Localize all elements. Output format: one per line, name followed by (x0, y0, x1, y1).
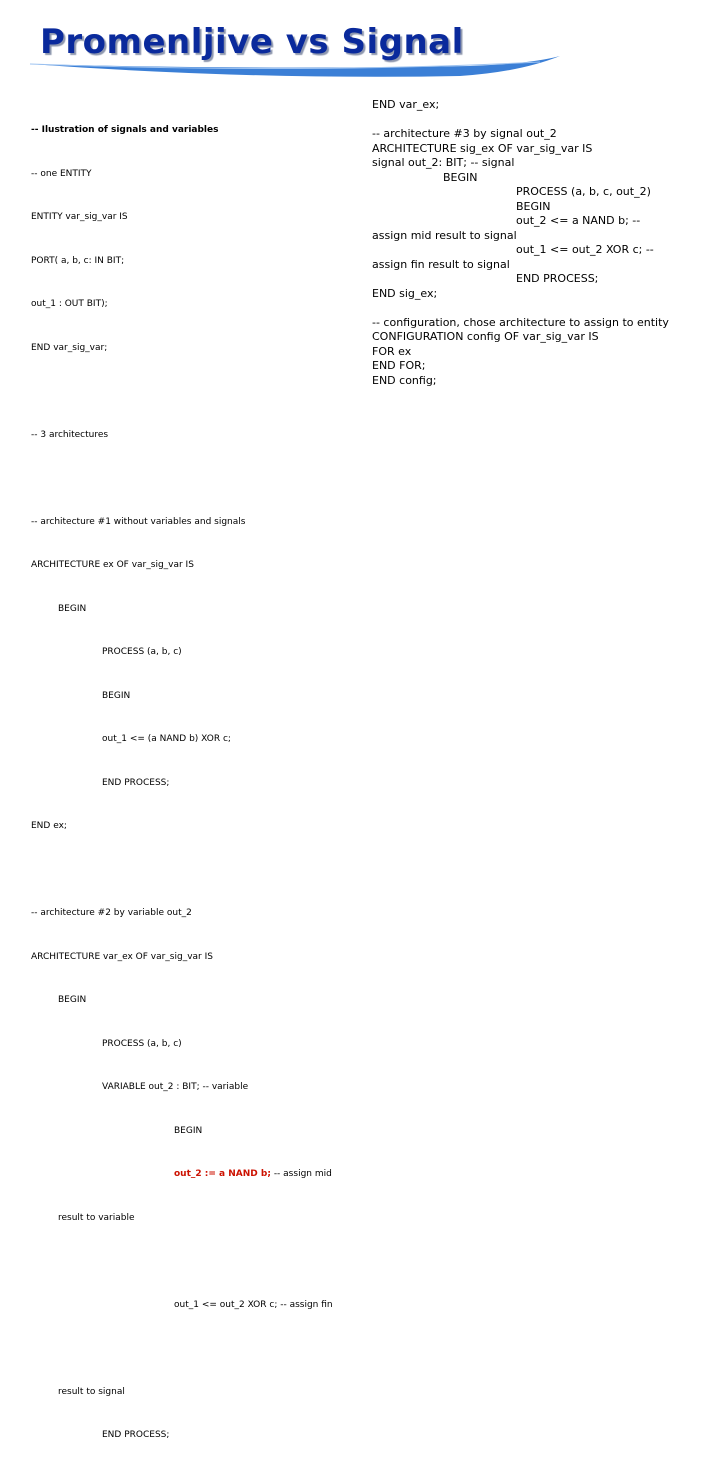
code-line: END config; (372, 373, 437, 387)
title-underline-swoosh (0, 0, 720, 100)
code-line: BEGIN (516, 199, 551, 213)
code-line: ARCHITECTURE sig_ex OF var_sig_var IS (372, 141, 593, 155)
code-line: END var_sig_var; (31, 342, 108, 353)
code-line: BEGIN (102, 690, 131, 701)
code-line: result to variable (58, 1212, 135, 1223)
highlighted-code: out_2 := a NAND b; (174, 1169, 271, 1179)
code-line (31, 1167, 361, 1182)
code-line: END sig_ex; (372, 286, 438, 300)
right-code-column (372, 98, 712, 388)
code-line: VARIABLE out_2 : BIT; -- variable (102, 1082, 249, 1092)
code-line: out_1 <= out_2 XOR c; -- (516, 243, 654, 256)
code-line: END FOR; (372, 359, 426, 372)
code-line: assign fin result to signal (372, 257, 510, 271)
code-line: ENTITY var_sig_var IS (31, 212, 128, 222)
code-line: -- 3 architectures (31, 429, 109, 440)
code-line: END PROCESS; (102, 777, 170, 788)
code-line: -- Ilustration of signals and variables (31, 125, 219, 135)
code-line: END var_ex; (372, 98, 440, 111)
code-line: signal out_2: BIT; -- signal (372, 156, 515, 169)
code-line: assign mid result to signal (372, 228, 517, 242)
code-line: -- architecture #1 without variables and signals (31, 516, 246, 527)
code-line: -- one ENTITY (31, 168, 92, 179)
code-line: BEGIN (58, 995, 87, 1005)
code-line: out_1 : OUT BIT); (31, 299, 108, 309)
code-comment: -- assign mid (270, 1169, 332, 1179)
left-code-column (31, 94, 361, 1457)
code-line: FOR ex (372, 344, 412, 358)
code-line: result to signal (58, 1386, 125, 1397)
code-line: PROCESS (a, b, c) (102, 1038, 182, 1049)
code-line: out_1 <= out_2 XOR c; -- assign fin (174, 1299, 333, 1310)
code-line: ARCHITECTURE ex OF var_sig_var IS (31, 560, 194, 570)
code-line: BEGIN (174, 1125, 203, 1136)
code-line: -- architecture #2 by variable out_2 (31, 908, 192, 918)
code-line: END PROCESS; (516, 272, 599, 285)
code-line: BEGIN (443, 170, 478, 184)
code-line: ARCHITECTURE var_ex OF var_sig_var IS (31, 951, 213, 962)
code-line: -- architecture #3 by signal out_2 (372, 127, 557, 140)
code-line: out_1 <= (a NAND b) XOR c; (102, 734, 231, 744)
code-line: CONFIGURATION config OF var_sig_var IS (372, 330, 599, 343)
code-line: END PROCESS; (102, 1430, 170, 1440)
code-line: PORT( a, b, c: IN BIT; (31, 255, 125, 266)
code-line: PROCESS (a, b, c, out_2) (516, 185, 651, 198)
code-line: END ex; (31, 821, 67, 831)
code-line: -- configuration, chose architecture to assign to entity (372, 315, 669, 329)
code-line: PROCESS (a, b, c) (102, 647, 182, 657)
code-line: out_2 <= a NAND b; -- (516, 214, 641, 227)
code-line: BEGIN (58, 603, 87, 614)
slide-title: Promenljive vs Signal (40, 22, 464, 62)
